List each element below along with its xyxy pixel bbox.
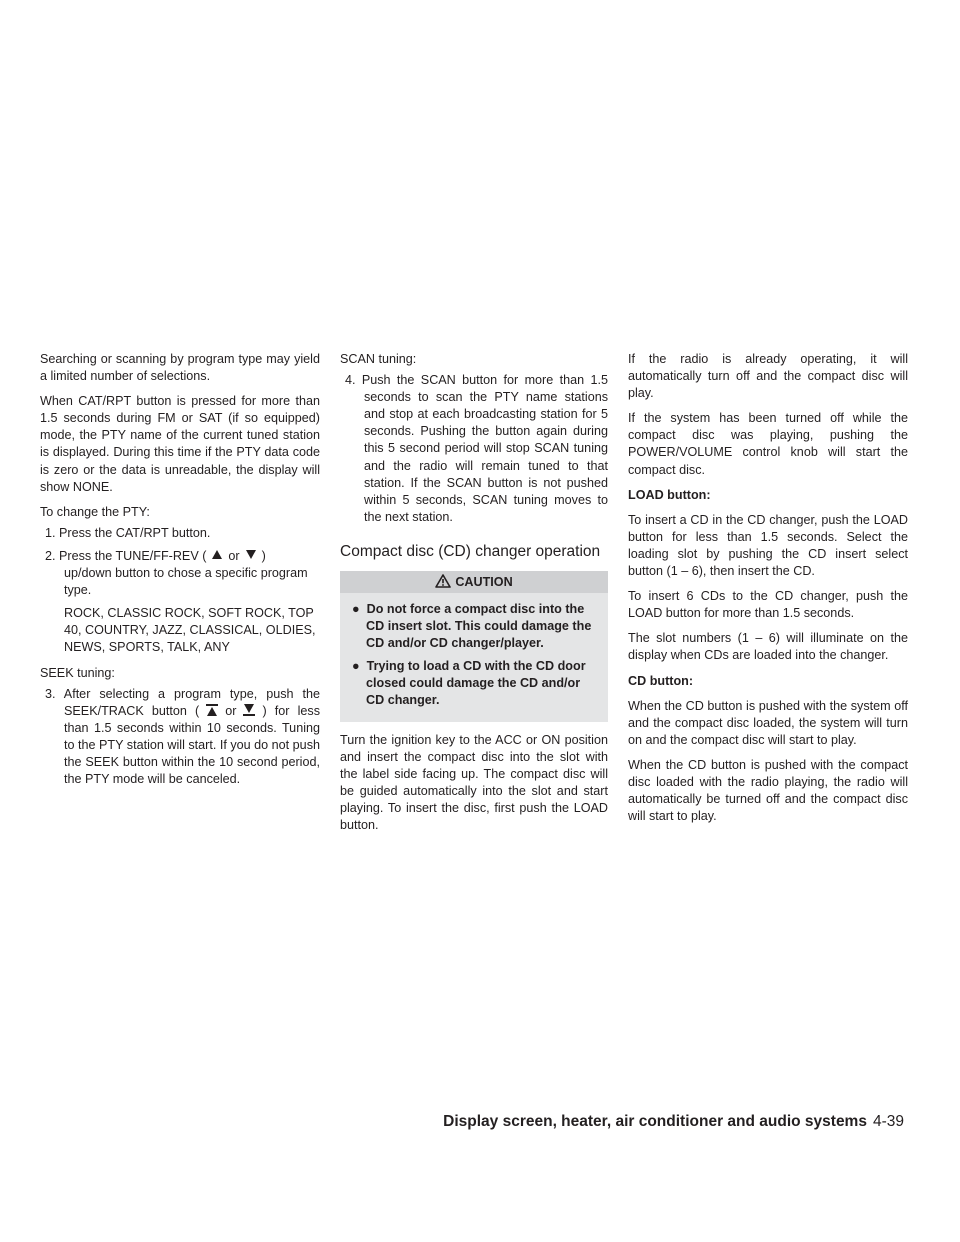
caution-item-text: Trying to load a CD with the CD door closed could damage the CD and/or CD changer. bbox=[366, 659, 586, 708]
column-right bbox=[628, 351, 908, 833]
step-3-or: or bbox=[225, 703, 237, 718]
up-arrow-icon bbox=[212, 550, 222, 559]
caution-header bbox=[340, 571, 608, 593]
column-middle bbox=[340, 351, 608, 842]
paragraph-system-off: If the system has been turned off while the compact disc was playing, pushing the POWER/VOLUME control knob will start the compact disc. bbox=[628, 411, 908, 477]
skip-up-icon bbox=[205, 704, 219, 716]
step-2-text-post: ) bbox=[261, 548, 266, 563]
paragraph-pty-intro: Searching or scanning by program type may yield a limited number of selections. bbox=[40, 352, 320, 384]
step-3 bbox=[40, 686, 320, 789]
caution-item-text: Do not force a compact disc into the CD insert slot. This could damage the CD and/or CD changer/player. bbox=[366, 601, 592, 651]
step-2-text-rest: up/down button to chose a specific program type. bbox=[64, 566, 308, 598]
caution-label: CAUTION bbox=[455, 574, 513, 589]
warning-icon bbox=[435, 573, 451, 595]
caution-item: ● Do not force a compact disc into the CD insert slot. This could damage the CD and/or CD changer/player. bbox=[352, 601, 592, 651]
caution-body bbox=[340, 593, 608, 722]
seek-heading: SEEK tuning: bbox=[40, 665, 115, 680]
page-number: 4-39 bbox=[872, 1113, 904, 1130]
scan-heading: SCAN tuning: bbox=[340, 352, 417, 366]
paragraph-cat-rpt: When CAT/RPT button is pressed for more than 1.5 seconds during FM or SAT (if so equipped) mode, the PTY name of the current tuned station is displayed. During this time if the PTY data code is zero or the data is unreadable, the display will show NONE. bbox=[40, 394, 320, 494]
caution-box bbox=[340, 571, 608, 722]
step-2-text-pre: 2. Press the TUNE/FF-REV ( bbox=[45, 548, 207, 563]
paragraph-insert-disc: Turn the ignition key to the ACC or ON position and insert the compact disc into the slot with the label side facing up. The compact disc will be guided automatically into the slot and start playing. To insert the disc, first push the LOAD button. bbox=[340, 732, 608, 832]
step-4: 4. Push the SCAN button for more than 1.5 seconds to scan the PTY name stations and stop at each broadcasting station for 5 seconds. Pushing the button again during this 5 second period will stop SCAN tuning and the radio will remain tuned to that station. If the SCAN button is not pushed within 5 seconds, SCAN tuning moves to the next station. bbox=[345, 373, 608, 524]
caution-item: ● Trying to load a CD with the CD door closed could damage the CD and/or CD changer. bbox=[352, 659, 586, 708]
genre-list: ROCK, CLASSIC ROCK, SOFT ROCK, TOP 40, COUNTRY, JAZZ, CLASSICAL, OLDIES, NEWS, SPORTS, TALK, ANY bbox=[64, 606, 316, 655]
step-2-or: or bbox=[228, 548, 240, 563]
paragraph-load-6: To insert 6 CDs to the CD changer, push the LOAD button for more than 1.5 seconds. bbox=[628, 589, 908, 621]
cd-button-heading: CD button: bbox=[628, 673, 694, 688]
paragraph-cd-radio-playing: When the CD button is pushed with the compact disc loaded with the radio playing, the radio will automatically be turned off and the compact disc will start to play. bbox=[628, 757, 908, 824]
section-title: Compact disc (CD) changer operation bbox=[340, 542, 601, 560]
step-1 bbox=[40, 525, 320, 542]
skip-down-icon bbox=[242, 704, 256, 716]
paragraph-radio-operating: If the radio is already operating, it will automatically turn off and the compact disc will play. bbox=[628, 352, 908, 401]
paragraph-change-pty: To change the PTY: bbox=[40, 504, 150, 519]
step-3-text-pre: 3. After selecting a program type, push the SEEK/TRACK button ( bbox=[45, 686, 320, 718]
paragraph-load-1: To insert a CD in the CD changer, push the LOAD button for less than 1.5 seconds. Select the loading slot by pushing the CD insert select button (1 – 6), then insert the CD. bbox=[628, 512, 908, 579]
step-2 bbox=[40, 548, 320, 599]
paragraph-cd-system-off: When the CD button is pushed with the system off and the compact disc loaded, the system will turn on and the compact disc will start to play. bbox=[628, 698, 908, 747]
step-1-text: 1. Press the CAT/RPT button. bbox=[45, 525, 211, 540]
down-arrow-icon bbox=[246, 550, 256, 559]
footer-title: Display screen, heater, air conditioner and audio systems bbox=[443, 1113, 867, 1130]
column-left bbox=[40, 351, 320, 794]
load-button-heading: LOAD button: bbox=[628, 487, 711, 502]
step-3-text-post: ) for less than 1.5 seconds within 10 seconds. Tuning to the PTY station will start. If you do not push the SEEK button within the 10 second period, the PTY mode will be canceled. bbox=[64, 703, 320, 787]
paragraph-slot-numbers: The slot numbers (1 – 6) will illuminate on the display when CDs are loaded into the changer. bbox=[628, 631, 908, 663]
page-footer bbox=[443, 1113, 904, 1130]
